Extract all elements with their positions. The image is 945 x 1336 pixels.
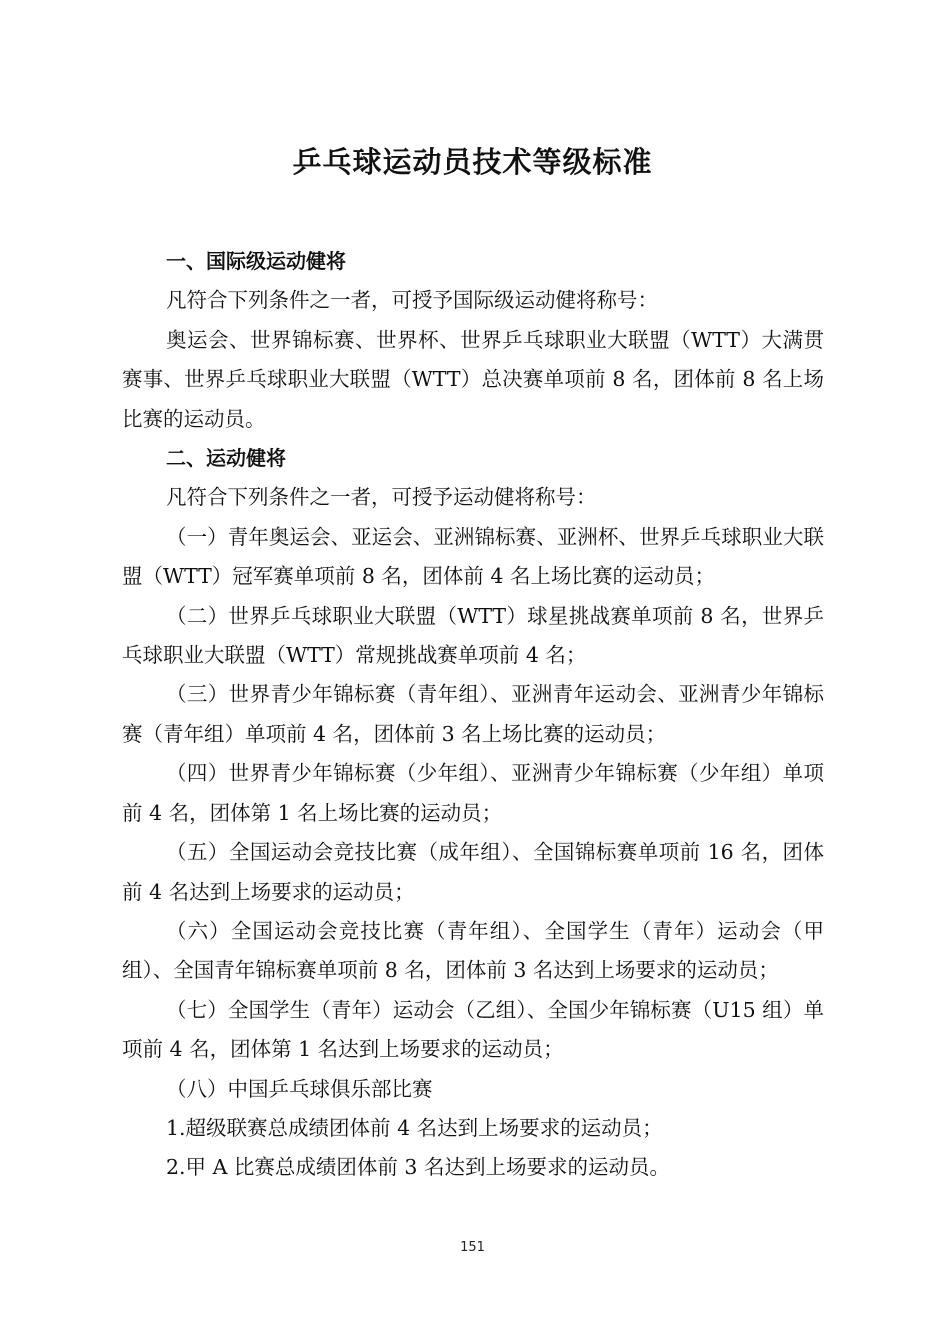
criteria-item-3: （三）世界青少年锦标赛（青年组）、亚洲青年运动会、亚洲青少年锦标赛（青年组）单项前 4 名，团体前 3 名上场比赛的运动员；: [122, 682, 824, 746]
criteria-item-2: （二）世界乒乓球职业大联盟（WTT）球星挑战赛单项前 8 名，世界乒乓球职业大联盟（WTT）常规挑战赛单项前 4 名；: [122, 603, 824, 668]
criteria-item-6: （六）全国运动会竞技比赛（青年组）、全国学生（青年）运动会（甲组）、全国青年锦标赛单项前 8 名，团体前 3 名达到上场要求的运动员；: [122, 918, 824, 983]
criteria-paragraph-international: 奥运会、世界锦标赛、世界杯、世界乒乓球职业大联盟（WTT）大满贯赛事、世界乒乓球职业大联盟（WTT）总决赛单项前 8 名，团体前 8 名上场比赛的运动员。: [122, 327, 824, 431]
criteria-item-5: （五）全国运动会竞技比赛（成年组）、全国锦标赛单项前 16 名，团体前 4 名达到上场要求的运动员；: [122, 840, 824, 904]
club-criteria-item-1: 1.超级联赛总成绩团体前 4 名达到上场要求的运动员；: [166, 1115, 663, 1140]
page-title: 乒乓球运动员技术等级标准: [292, 145, 653, 179]
criteria-item-4: （四）世界青少年锦标赛（少年组）、亚洲青少年锦标赛（少年组）单项前 4 名，团体第 1 名上场比赛的运动员；: [122, 761, 824, 825]
page-number: 151: [460, 1240, 485, 1255]
section-intro-international: 凡符合下列条件之一者，可授予国际级运动健将称号：: [166, 288, 658, 313]
criteria-item-7: （七）全国学生（青年）运动会（乙组）、全国少年锦标赛（U15 组）单项前 4 名，团体第 1 名达到上场要求的运动员；: [122, 997, 824, 1062]
section-heading-master: 二、运动健将: [166, 446, 286, 471]
section-heading-international: 一、国际级运动健将: [166, 249, 346, 273]
criteria-item-1: （一）青年奥运会、亚运会、亚洲锦标赛、亚洲杯、世界乒乓球职业大联盟（WTT）冠军赛单项前 8 名，团体前 4 名上场比赛的运动员；: [122, 524, 824, 589]
section-intro-master: 凡符合下列条件之一者，可授予运动健将称号：: [166, 485, 597, 510]
club-criteria-item-2: 2.甲 A 比赛总成绩团体前 3 名达到上场要求的运动员。: [166, 1155, 670, 1180]
criteria-item-8: （八）中国乒乓球俱乐部比赛: [166, 1076, 433, 1101]
document-body: [122, 242, 824, 1188]
